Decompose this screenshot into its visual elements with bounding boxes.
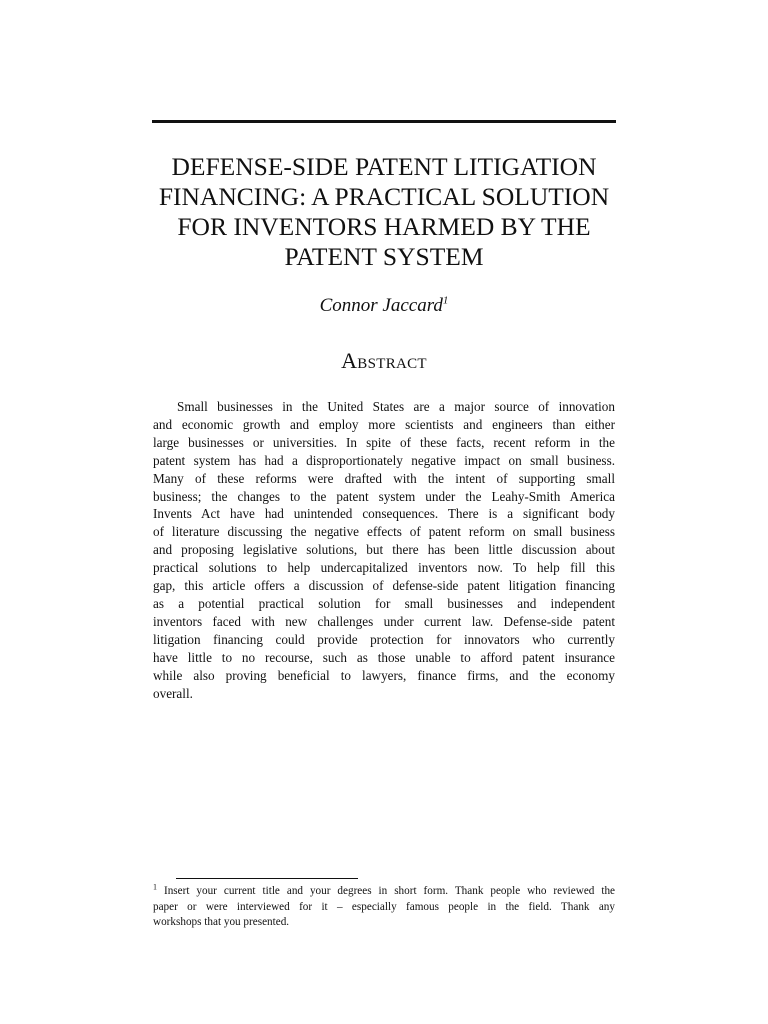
abstract-line: Small businesses in the United States are a major source of innovation <box>177 399 615 414</box>
abstract-line: business; the changes to the patent system under the Leahy-Smith America <box>153 488 615 504</box>
footnote-separator <box>176 878 358 879</box>
footnote-text: Insert your current title and your degrees in short form. Thank people who reviewed the <box>163 885 616 897</box>
abstract-line: as a potential practical solution for small businesses and independent <box>153 595 615 611</box>
top-rule <box>152 120 616 123</box>
abstract-paragraph <box>153 398 615 702</box>
abstract-line: Many of these reforms were drafted with the intent of supporting small <box>153 470 615 486</box>
abstract-line: litigation financing could provide protection for innovators who currently <box>153 631 615 647</box>
abstract-line: inventors faced with new challenges under current law. Defense-side patent <box>153 613 615 629</box>
abstract-line: practical solutions to help undercapitalized inventors now. To help fill this <box>153 560 615 576</box>
author-footnote-marker[interactable]: 1 <box>442 294 449 307</box>
footnote-line <box>153 884 615 900</box>
footnote-line: paper or were interviewed for it – especially famous people in the field. Thank any <box>153 900 615 913</box>
footnote-marker: 1 <box>153 882 157 892</box>
abstract-line: while also proving beneficial to lawyers, finance firms, and the economy <box>153 667 615 683</box>
abstract-line: gap, this article offers a discussion of defense-side patent litigation financing <box>153 578 615 594</box>
abstract-line: of literature discussing the negative effects of patent reform on small business <box>153 524 615 540</box>
abstract-heading: Abstract <box>341 348 427 373</box>
title-line: DEFENSE-SIDE PATENT LITIGATION <box>171 152 597 181</box>
abstract-line: and economic growth and employ more scientists and engineers than either <box>153 416 615 432</box>
abstract-line: overall. <box>153 685 193 701</box>
abstract-line: and proposing legislative solutions, but there has been little discussion about <box>153 542 615 558</box>
title-line: FINANCING: A PRACTICAL SOLUTION <box>158 182 610 211</box>
footnote-line: workshops that you presented. <box>153 916 290 928</box>
abstract-line: Invents Act have had unintended consequences. There is a significant body <box>153 506 615 522</box>
abstract-line: patent system has had a disproportionately negative impact on small business. <box>153 452 615 468</box>
footnote <box>153 884 615 931</box>
article-title <box>130 152 638 272</box>
author-line <box>152 294 616 318</box>
title-line: PATENT SYSTEM <box>284 242 484 271</box>
title-line: FOR INVENTORS HARMED BY THE <box>177 212 591 241</box>
author-name: Connor Jaccard <box>319 295 443 316</box>
abstract-line: large businesses or universities. In spite of these facts, recent reform in the <box>153 434 615 450</box>
abstract-line: have little to no recourse, such as those unable to afford patent insurance <box>153 649 615 665</box>
